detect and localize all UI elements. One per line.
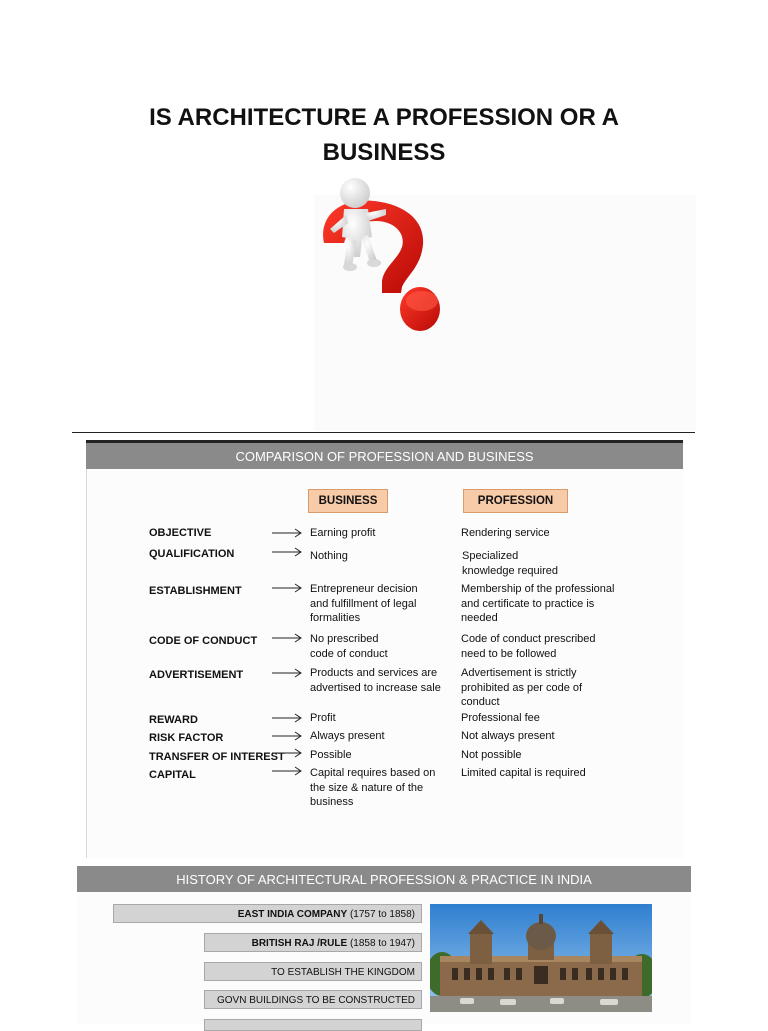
- arrow-right-icon: [272, 528, 302, 538]
- row-label-transfer-of-interest: TRANSFER OF INTEREST: [149, 751, 285, 763]
- business-cell-qualification: Nothing: [310, 550, 348, 562]
- history-bar-east-india-company-dates: (1757 to 1858): [349, 909, 415, 920]
- history-bar-british-raj-dates: (1858 to 1947): [349, 938, 415, 949]
- row-label-advertisement: ADVERTISEMENT: [149, 669, 244, 681]
- business-column-heading: BUSINESS: [308, 489, 388, 513]
- profession-cell-reward: Professional fee: [461, 712, 540, 724]
- profession-cell-objective: Rendering service: [461, 527, 550, 539]
- slide-title-line-1: IS ARCHITECTURE A PROFESSION OR A: [149, 104, 619, 131]
- row-label-qualification: QUALIFICATION: [149, 548, 235, 560]
- comparison-header: COMPARISON OF PROFESSION AND BUSINESS: [86, 443, 683, 469]
- profession-cell-risk-factor: Not always present: [461, 730, 555, 742]
- row-label-risk-factor: RISK FACTOR: [149, 732, 224, 744]
- profession-cell-advertisement: Advertisement is strictly prohibited as per code of conduct: [461, 667, 583, 709]
- business-cell-objective: Earning profit: [310, 527, 376, 539]
- history-bar-east-india-company-title: EAST INDIA COMPANY: [237, 909, 348, 920]
- arrow-right-icon: [272, 766, 302, 776]
- history-bar-establish-kingdom: [204, 962, 422, 981]
- history-bar-partial: [204, 1019, 422, 1031]
- row-label-reward: REWARD: [149, 714, 198, 726]
- arrow-right-icon: [272, 633, 302, 643]
- business-cell-code-of-conduct: No prescribed code of conduct: [310, 633, 388, 660]
- profession-cell-code-of-conduct: Code of conduct prescribed need to be followed: [461, 633, 596, 660]
- row-label-code-of-conduct: CODE OF CONDUCT: [149, 635, 258, 647]
- slide-title-line-2: BUSINESS: [322, 139, 446, 166]
- profession-cell-capital: Limited capital is required: [461, 767, 586, 779]
- profession-column-heading: PROFESSION: [463, 489, 568, 513]
- profession-cell-establishment: Membership of the professional and certificate to practice is needed: [461, 583, 615, 625]
- history-bar-british-raj-title: BRITISH RAJ /RULE: [251, 938, 348, 949]
- business-cell-establishment: Entrepreneur decision and fulfillment of legal formalities: [310, 583, 418, 625]
- business-cell-advertisement: Products and services are advertised to increase sale: [310, 667, 441, 694]
- history-bar-establish-kingdom-text: TO ESTABLISH THE KINGDOM: [271, 967, 415, 978]
- arrow-right-icon: [272, 731, 302, 741]
- profession-cell-qualification: Specialized knowledge required: [462, 550, 559, 577]
- arrow-right-icon: [272, 668, 302, 678]
- history-bar-govn-buildings-text: GOVN BUILDINGS TO BE CONSTRUCTED: [217, 995, 415, 1006]
- heritage-building-photo-icon: [430, 904, 652, 1012]
- arrow-right-icon: [272, 583, 302, 593]
- history-header: HISTORY OF ARCHITECTURAL PROFESSION & PRACTICE IN INDIA: [77, 866, 691, 892]
- arrow-right-icon: [272, 748, 302, 758]
- slide-divider: [72, 432, 695, 433]
- history-bar-govn-buildings: [204, 990, 422, 1009]
- business-cell-capital: Capital requires based on the size & nature of the business: [310, 767, 436, 809]
- profession-cell-transfer-of-interest: Not possible: [461, 749, 522, 761]
- row-label-establishment: ESTABLISHMENT: [149, 585, 242, 597]
- question-mark-figure-icon: [310, 175, 460, 340]
- row-label-capital: CAPITAL: [149, 769, 196, 781]
- history-bar-east-india-company: [113, 904, 422, 923]
- business-cell-reward: Profit: [310, 712, 336, 724]
- arrow-right-icon: [272, 547, 302, 557]
- business-cell-transfer-of-interest: Possible: [310, 749, 352, 761]
- slide-title: [80, 100, 688, 170]
- history-bar-british-raj: [204, 933, 422, 952]
- arrow-right-icon: [272, 713, 302, 723]
- row-label-objective: OBJECTIVE: [149, 527, 212, 539]
- business-cell-risk-factor: Always present: [310, 730, 385, 742]
